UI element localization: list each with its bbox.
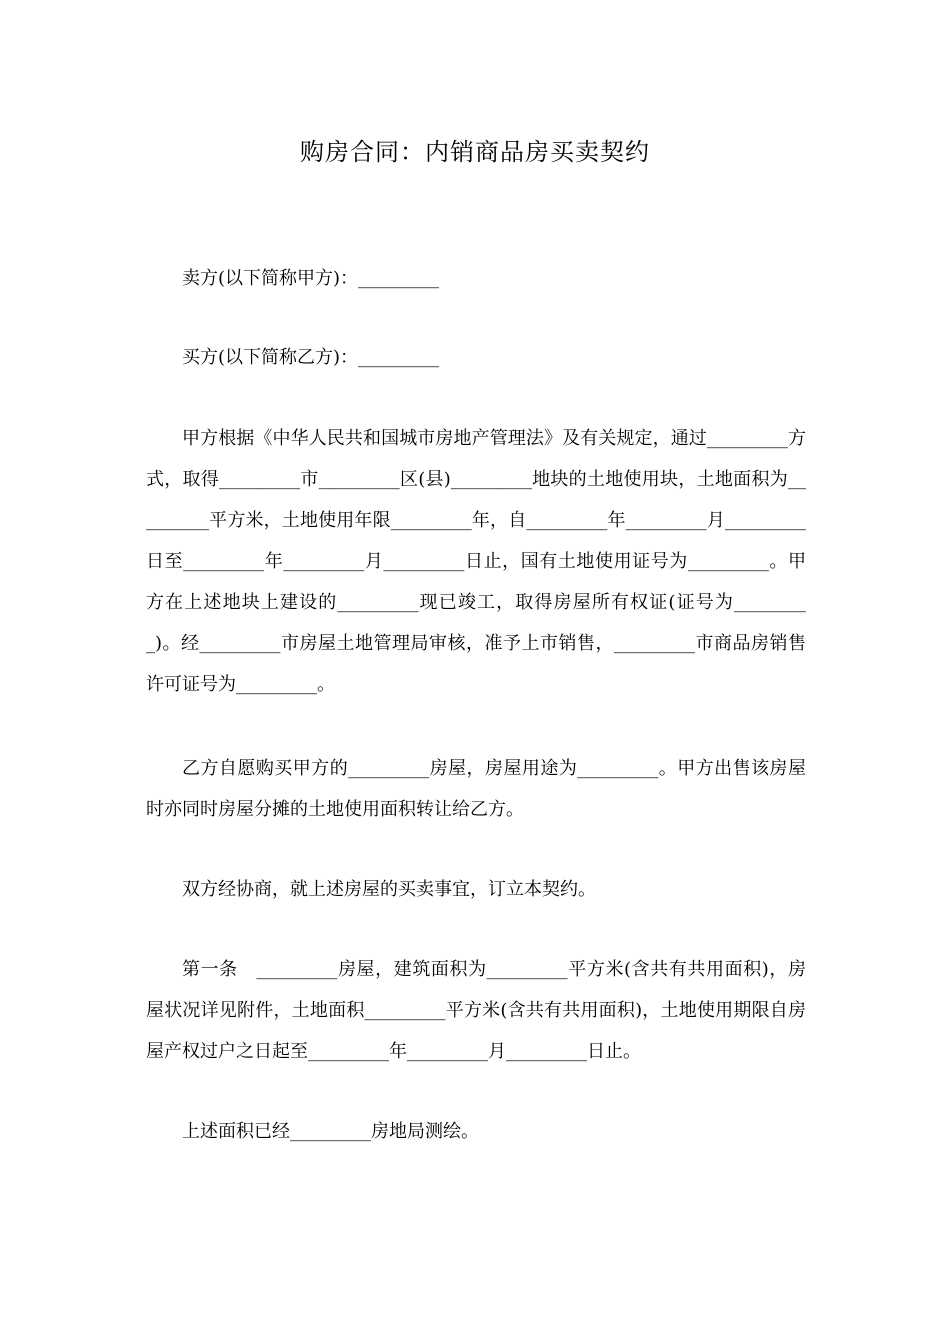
survey-paragraph: 上述面积已经_________房地局测绘。 [182, 1121, 479, 1142]
seller-line: 卖方(以下简称甲方)：_________ [182, 268, 440, 289]
buyer-line: 买方(以下简称乙方)：_________ [182, 347, 440, 368]
purchase-intent-paragraph: 乙方自愿购买甲方的_________房屋，房屋用途为_________。甲方出售该房屋时亦同时房屋分摊的土地使用面积转让给乙方。 [146, 758, 806, 820]
article-one-paragraph: 第一条 _________房屋，建筑面积为_________平方米(含共有共用面积)，房屋状况详见附件，土地面积_________平方米(含共有共用面积)，土地使用期限自房屋产权过户之日起至_________年_________月_________日止。 [146, 959, 806, 1062]
land-acquisition-paragraph: 甲方根据《中华人民共和国城市房地产管理法》及有关规定，通过_________方式，取得_________市_________区(县)_________地块的土地使用块，土地面积为_________平方米，土地使用年限_________年，自_________年_________月_________日至_________年_________月_________日止，国有土地使用证号为_________。甲方在上述地块上建设的_________现已竣工，取得房屋所有权证(证号为_________)。经_________市房屋土地管理局审核，准予上市销售，_________市商品房销售许可证号为_________。 [146, 428, 806, 695]
document-title: 购房合同：内销商品房买卖契约 [300, 138, 650, 166]
agreement-paragraph: 双方经协商，就上述房屋的买卖事宜，订立本契约。 [182, 879, 596, 900]
